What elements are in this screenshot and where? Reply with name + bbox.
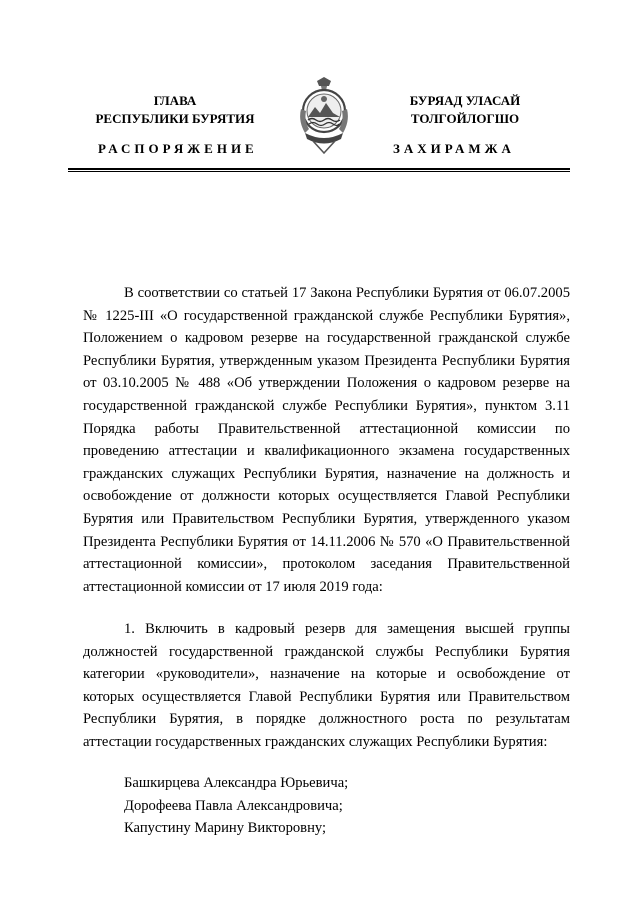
issuer-title-bua-line2: ТОЛГОЙЛОГШО [410, 111, 520, 126]
list-item: Капустину Марину Викторовну; [124, 820, 327, 837]
header-divider-thick [68, 168, 570, 170]
header-divider-thin [68, 171, 570, 172]
issuer-title-ru-line1: ГЛАВА [153, 93, 197, 108]
document-type-bua: ЗАХИРАМЖА [393, 141, 515, 156]
issuer-title-bua-line1: БУРЯАД УЛАСАЙ [409, 93, 521, 108]
item-1-paragraph: 1. Включить в кадровый резерв для замещения высшей группы должностей государственной гражданской службы Республики Бурятия категории «руководители», назначение на которые и освобождение от которых осуществляется Главой Республики Бурятия или Правительством Республики Бурятия, в порядке должностного роста по результатам аттестации государственных гражданских служащих Республики Бурятия: [83, 621, 570, 750]
coat-of-arms-buryatia-icon [295, 77, 353, 159]
issuer-title-ru [70, 92, 280, 128]
list-item: Дорофеева Павла Александровича; [124, 797, 343, 814]
document-type-ru: РАСПОРЯЖЕНИЕ [98, 141, 258, 156]
issuer-title-bua [360, 92, 570, 128]
list-item: Башкирцева Александра Юрьевича; [124, 775, 349, 791]
issuer-title-ru-line2: РЕСПУБЛИКИ БУРЯТИЯ [95, 111, 255, 126]
reserve-names-list [124, 772, 348, 840]
preamble-paragraph: В соответствии со статьей 17 Закона Республики Бурятия от 06.07.2005 № 1225-III «О государственной гражданской службе Республики Бурятия», Положением о кадровом резерве на государственной гражданской службе Республики Бурятия, утвержденным указом Президента Республики Бурятия от 03.10.2005 № 488 «Об утверждении Положения о кадровом резерве на государственной гражданской службе Республики Бурятия», пунктом 3.11 Порядка работы Правительственной аттестационной комиссии по проведению аттестации и квалификационного экзамена государственных гражданских служащих Республики Бурятия, назначение на должность и освобождение от должности которых осуществляется Главой Республики Бурятия или Правительством Республики Бурятия, утвержденного указом Президента Республики Бурятия от 14.11.2006 № 570 «О Правительственной аттестационной комиссии», протоколом заседания Правительственной аттестационной комиссии от 17 июля 2019 года: [83, 285, 570, 595]
